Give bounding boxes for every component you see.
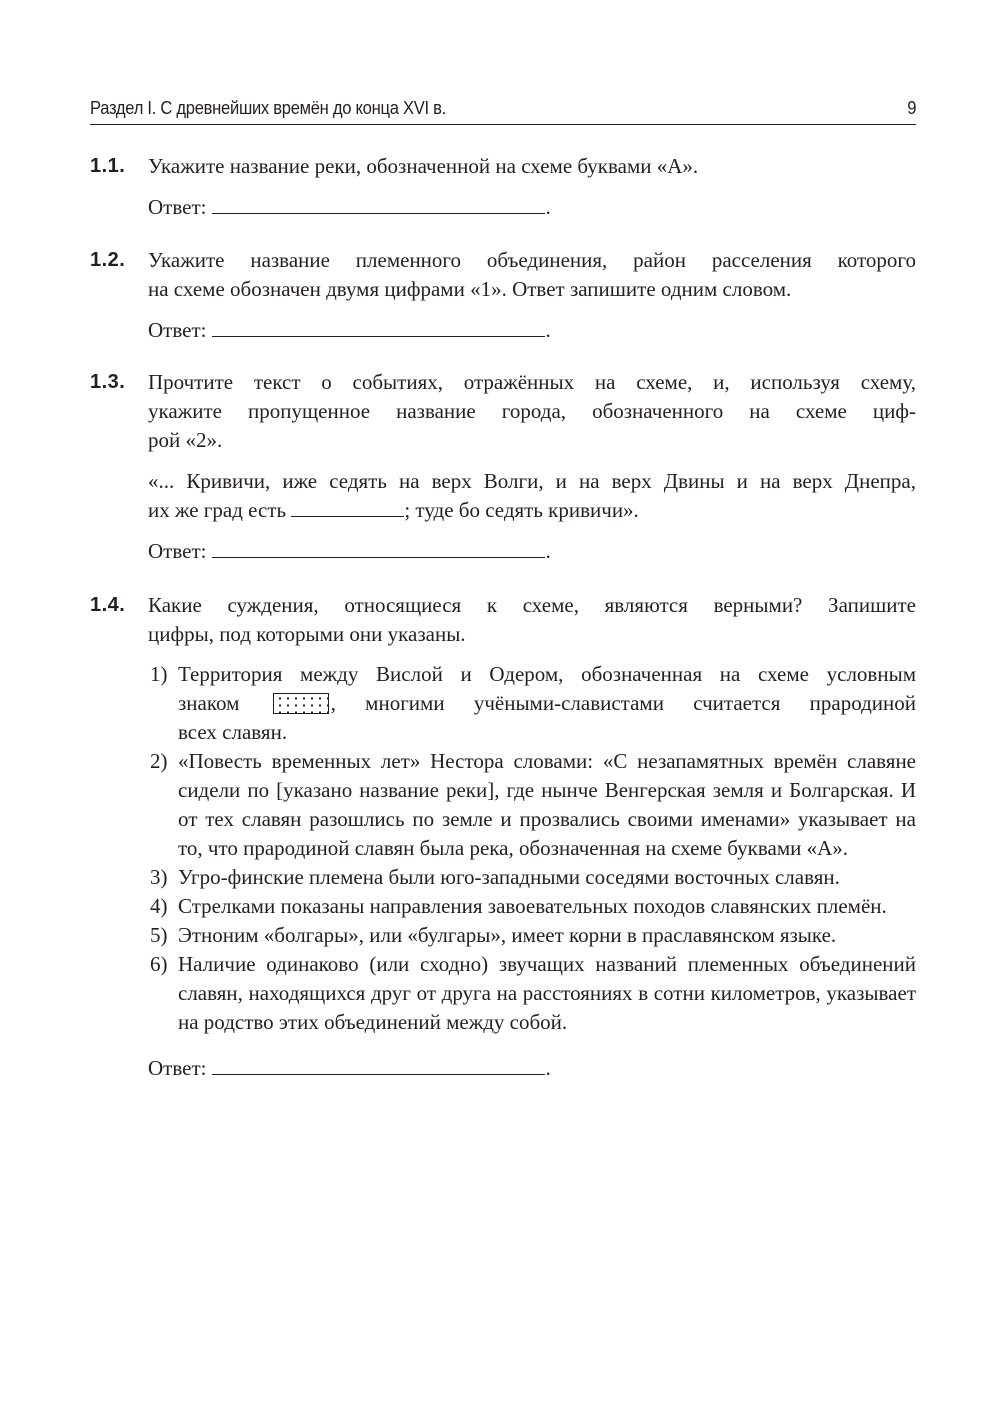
task-number: 1.2. bbox=[90, 249, 126, 271]
answer-label: Ответ: bbox=[148, 1056, 207, 1080]
quote-line: их же град есть ; туде бо седять кривичи». bbox=[148, 498, 639, 522]
question-line: рой «2». bbox=[148, 428, 223, 452]
quote-line: «... Кривичи, иже седять на верх Волги, и на верх Двины и на верх Днепра, bbox=[148, 469, 916, 493]
option-3: 3) Угро-финские племена были юго-западными соседями восточных славян. bbox=[148, 863, 916, 892]
option-5: 5) Этноним «болгары», или «булгары», имеет корни в праславянском языке. bbox=[148, 921, 916, 950]
option-number: 2) bbox=[150, 749, 168, 773]
task-number: 1.1. bbox=[90, 155, 126, 177]
task-1-4 bbox=[90, 591, 916, 1083]
option-number: 5) bbox=[150, 923, 168, 947]
running-header bbox=[90, 96, 916, 125]
option-4: 4) Стрелками показаны направления завоевательных походов славянских племён. bbox=[148, 892, 916, 921]
task-1-2 bbox=[90, 246, 916, 345]
option-number: 1) bbox=[150, 662, 168, 686]
question-line: на схеме обозначен двумя цифрами «1». Ответ запишите одним словом. bbox=[148, 277, 792, 301]
answer-field[interactable] bbox=[212, 1054, 545, 1075]
task-1-1 bbox=[90, 152, 916, 222]
question-text: Укажите название реки, обозначенной на схеме буквами «А». bbox=[148, 154, 699, 178]
question-line: укажите пропущенное название города, обозначенного на схеме циф- bbox=[148, 399, 916, 423]
task-question bbox=[148, 246, 916, 304]
options-list bbox=[148, 660, 916, 1037]
answer-row: Ответ: . bbox=[148, 1056, 551, 1080]
option-number: 3) bbox=[150, 865, 168, 889]
task-question bbox=[148, 591, 916, 649]
dotted-area-legend-icon bbox=[273, 693, 329, 714]
answer-label: Ответ: bbox=[148, 318, 207, 342]
question-line: цифры, под которыми они указаны. bbox=[148, 622, 466, 646]
answer-field[interactable] bbox=[212, 193, 545, 214]
option-number: 6) bbox=[150, 952, 168, 976]
answer-label: Ответ: bbox=[148, 539, 207, 563]
option-1: 1) Территория между Вислой и Одером, обозначенная на схеме условным знаком , многими учёными-славистами считается прародиной всех славян. bbox=[150, 662, 917, 744]
task-number: 1.3. bbox=[90, 371, 126, 393]
answer-field[interactable] bbox=[212, 537, 545, 558]
answer-row: Ответ: . bbox=[148, 318, 551, 342]
option-6: 6) Наличие одинаково (или сходно) звучащих названий племенных объединений славян, находящихся друг от друга на расстояниях в сотни километров, указывает на родство этих объединений между собой. bbox=[150, 952, 916, 1034]
task-1-3 bbox=[90, 368, 916, 566]
question-line: Укажите название племенного объединения, район расселения которого bbox=[148, 248, 916, 272]
answer-label: Ответ: bbox=[148, 195, 207, 219]
task-question bbox=[148, 368, 916, 455]
option-2: 2) «Повесть временных лет» Нестора словами: «С незапамятных времён славяне сидели по [указано название реки], где нынче Венгерская земля и Болгарская. И от тех славян разошлись по земле и прозвались своими именами» указывает на то, что прародиной славян была река, обозначенная на схеме буквами «А». bbox=[150, 749, 916, 860]
quote-blank bbox=[291, 498, 404, 517]
answer-row: Ответ: . bbox=[148, 539, 551, 563]
task-question bbox=[148, 152, 916, 181]
answer-row: Ответ: . bbox=[148, 195, 551, 219]
option-number: 4) bbox=[150, 894, 168, 918]
task-number: 1.4. bbox=[90, 594, 126, 616]
chronicle-quote bbox=[148, 467, 916, 525]
question-line: Прочтите текст о событиях, отражённых на схеме, и, используя схему, bbox=[148, 370, 916, 394]
answer-field[interactable] bbox=[212, 316, 545, 337]
question-line: Какие суждения, относящиеся к схеме, являются верными? Запишите bbox=[148, 593, 916, 617]
page-number: 9 bbox=[907, 98, 917, 118]
section-title: Раздел I. С древнейших времён до конца XVI в. bbox=[90, 98, 446, 118]
